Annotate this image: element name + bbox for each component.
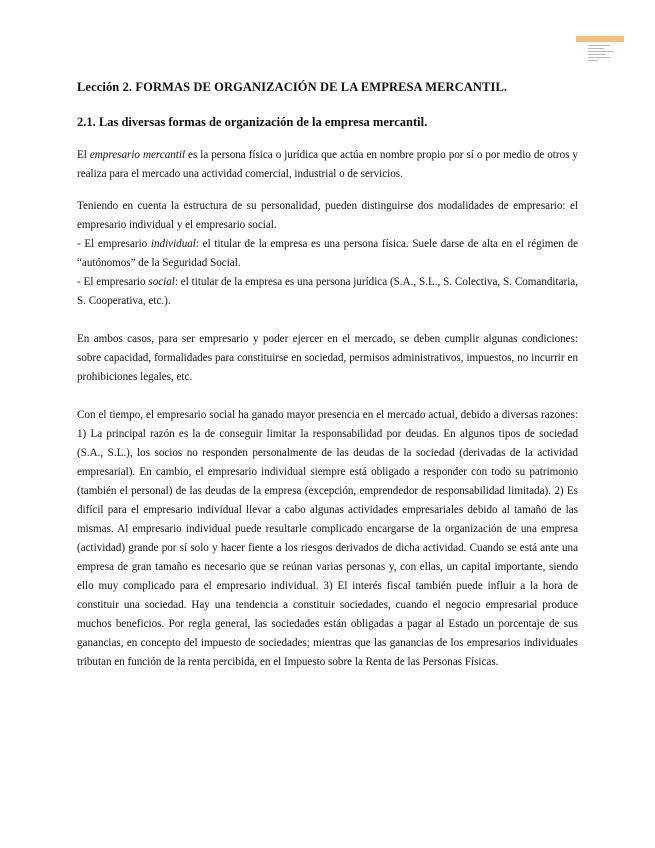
lesson-title: Lección 2. FORMAS DE ORGANIZACIÓN DE LA EMPRESA MERCANTIL. <box>77 80 508 94</box>
logo-line <box>588 54 606 55</box>
logo-line <box>588 57 610 58</box>
logo-line <box>588 48 604 49</box>
paragraph-modalities: Teniendo en cuenta la estructura de su personalidad, pueden distinguirse dos modalidades de empresario: el empresario individual y el empresario social. <box>77 200 578 231</box>
list-item-individual: - El empresario individual: el titular de la empresa es una persona física. Suele darse de alta en el régimen de “autónomos” de la Seguridad Social. <box>77 238 578 269</box>
logo-line <box>588 45 610 46</box>
header-logo <box>576 36 624 62</box>
list-item-social: - El empresario social: el titular de la empresa es una persona jurídica (S.A., S.L., S. Colectiva, S. Comanditaria, S. Cooperativa, etc.). <box>77 276 578 307</box>
section-heading: 2.1. Las diversas formas de organización de la empresa mercantil. <box>77 115 428 129</box>
logo-bar <box>576 36 624 42</box>
logo-line <box>588 51 614 52</box>
emphasis-term: individual <box>150 238 196 250</box>
emphasis-term: empresario mercantil <box>89 149 186 161</box>
paragraph-reasons: Con el tiempo, el empresario social ha ganado mayor presencia en el mercado actual, debido a diversas razones: 1) La principal razón es la de conseguir limitar la responsabilidad por deudas. En algunos tipos de sociedad (S.A., S.L.), los socios no responden personalmente de las deudas de la sociedad (derivadas de la actividad empresarial). En cambio, el empresario individual siempre está obligado a responder con todo su patrimonio (también el personal) de las deudas de la empresa (excepción, emprendedor de responsabilidad limitada). 2) Es difícil para el empresario individual llevar a cabo algunas actividades empresariales debido al tamaño de las mismas. Al empresario individual puede resultarle complicado encargarse de la organización de una empresa (actividad) grande por sí solo y hacer fiente a los riesgos derivados de dicha actividad. Cuando se está ante una empresa de gran tamaño es necesario que se reúnan varias personas y, con ellas, un capital importante, siendo ello muy complicado para el empresario individual. 3) El interés fiscal también puede influir a la hora de constituir una sociedad. Hay una tendencia a constituir sociedades, cuando el negocio empresarial produce muchos beneficios. Por regla general, las sociedades están obligadas a pagar al Estado un porcentaje de sus ganancias, en concepto del impuesto de sociedades; mientras que las ganancias de los empresarios individuales tributan en función de la renta percibida, en el Impuesto sobre la Renta de las Personas Físicas. <box>77 409 578 668</box>
document-body <box>77 70 578 672</box>
paragraph-conditions: En ambos casos, para ser empresario y poder ejercer en el mercado, se deben cumplir algunas condiciones: sobre capacidad, formalidades para constituirse en sociedad, permisos administrativos, impuestos, no incurrir en prohibiciones legales, etc. <box>77 333 578 383</box>
logo-line <box>588 60 598 61</box>
paragraph-definition: El empresario mercantil es la persona física o jurídica que actúa en nombre propio por sí o por medio de otros y realiza para el mercado una actividad comercial, industrial o de servicios. <box>77 149 578 180</box>
emphasis-term: social <box>148 276 175 288</box>
